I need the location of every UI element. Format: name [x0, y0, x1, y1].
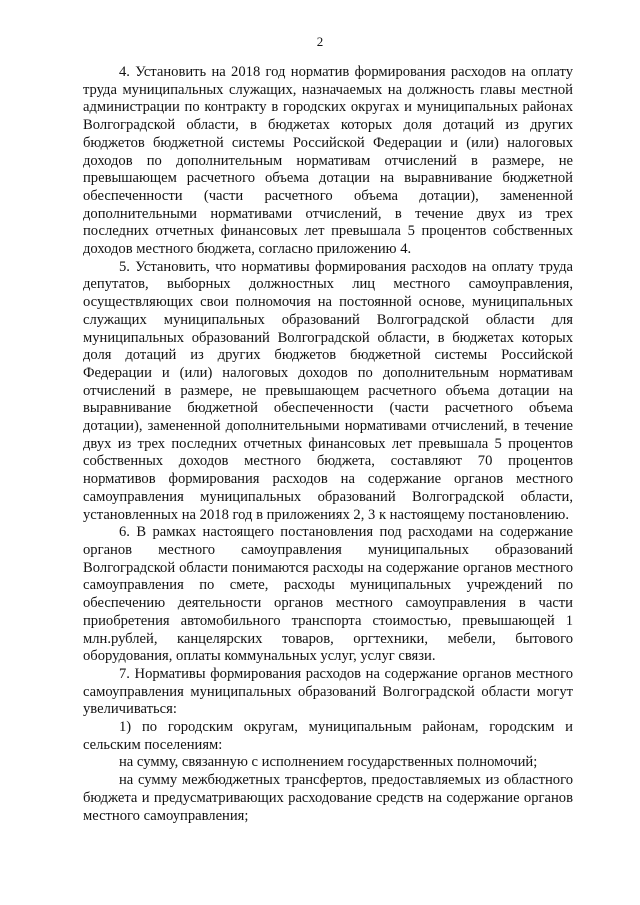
paragraph-7-item-1: 1) по городским округам, муниципальным районам, городским и сельским поселениям: [83, 719, 573, 753]
paragraph-5: 5. Установить, что нормативы формирования расходов на оплату труда депутатов, выборных должностных лиц местного самоуправления, осуществляющих свои полномочия на постоянной основе, муниципальных служащих муниципальных образований Волгоградской области для муниципальных образований Волгоградской области, в бюджетах которых доля дотаций из других бюджетов бюджетной системы Российской Федерации и (или) налоговых доходов по дополнительным нормативам отчислений в размере, не превышающем расчетного объема дотации на выравнивание бюджетной обеспеченности (части расчетного объема дотации), замененной дополнительными нормативами отчислений, в течение двух из трех последних отчетных финансовых лет превышала 5 процентов собственных доходов местного бюджета, составляют 70 процентов нормативов формирования расходов на содержание органов местного самоуправления муниципальных образований Волгоградской области, установленных на 2018 год в приложениях 2, 3 к настоящему постановлению. [83, 258, 573, 523]
paragraph-7-item-1-sub-b: на сумму межбюджетных трансфертов, предоставляемых из областного бюджета и предусматривающих расходование средств на содержание органов местного самоуправления; [83, 772, 573, 824]
paragraph-7-item-1-sub-a: на сумму, связанную с исполнением государственных полномочий; [119, 754, 538, 771]
paragraph-4: 4. Установить на 2018 год норматив формирования расходов на оплату труда муниципальных служащих, назначаемых на должность главы местной администрации по контракту в городских округах и муниципальных районах Волгоградской области, в бюджетах которых доля дотаций из других бюджетов бюджетной системы Российской Федерации и (или) налоговых доходов по дополнительным нормативам отчислений в размере, не превышающем расчетного объема дотации на выравнивание бюджетной обеспеченности (части расчетного объема дотации), замененной дополнительными нормативами отчислений, в течение двух из трех последних отчетных финансовых лет превышала 5 процентов собственных доходов местного бюджета, согласно приложению 4. [83, 64, 573, 258]
document-body [83, 64, 573, 825]
page-number: 2 [316, 34, 324, 49]
paragraph-6: 6. В рамках настоящего постановления под расходами на содержание органов местного самоуправления муниципальных образований Волгоградской области понимаются расходы на содержание органов местного самоуправления по смете, расходы муниципальных учреждений по обеспечению деятельности органов местного самоуправления в части приобретения автомобильного транспорта стоимостью, превышающей 1 млн.рублей, канцелярских товаров, оргтехники, мебели, бытового оборудования, оплаты коммунальных услуг, услуг связи. [83, 524, 573, 665]
paragraph-7: 7. Нормативы формирования расходов на содержание органов местного самоуправления муниципальных образований Волгоградской области могут увеличиваться: [83, 665, 573, 718]
